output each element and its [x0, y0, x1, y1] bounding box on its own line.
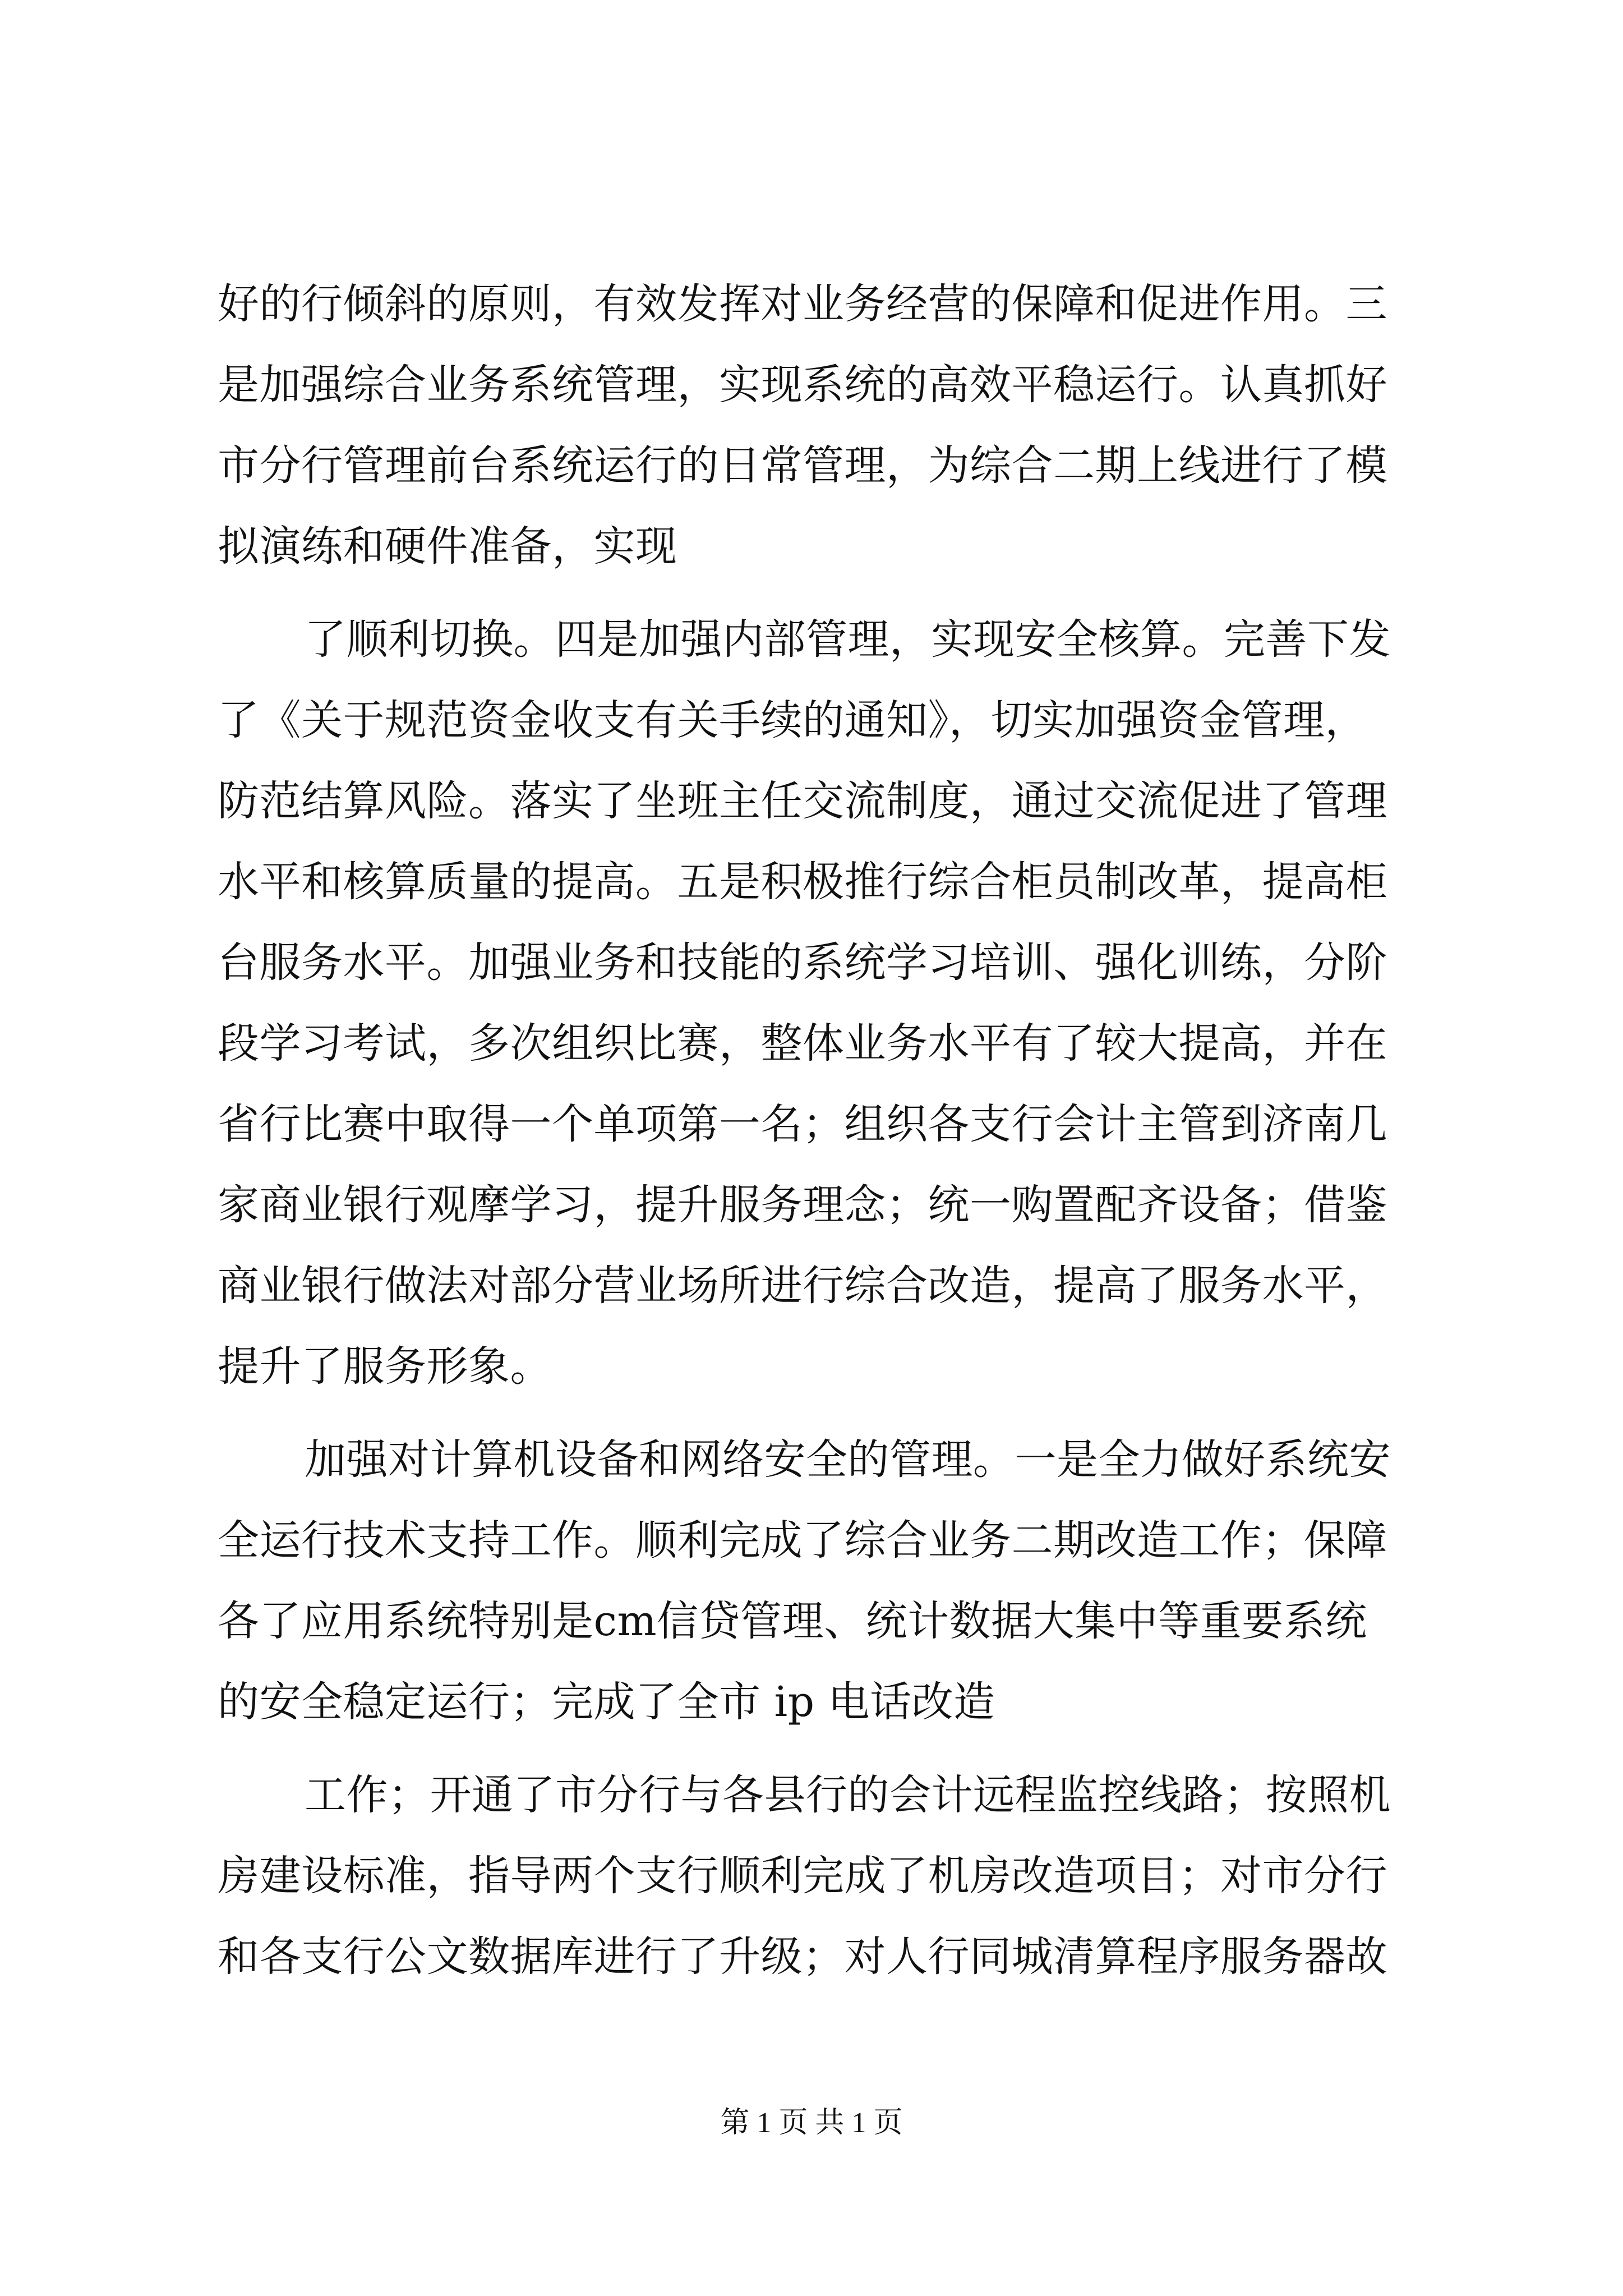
text-line: 市分行管理前台系统运行的日常管理，为综合二期上线进行了模 [218, 441, 1387, 490]
text-line: 台服务水平。加强业务和技能的系统学习培训、强化训练，分阶 [218, 938, 1387, 987]
page-footer [0, 2101, 1623, 2146]
text-line: 了《关于规范资金收支有关手续的通知》，切实加强资金管理， [218, 696, 1367, 744]
text-line: 省行比赛中取得一个单项第一名；组织各支行会计主管到济南几 [218, 1100, 1387, 1148]
text-line: 和各支行公文数据库进行了升级；对人行同城清算程序服务器故 [218, 1932, 1387, 1981]
paragraph-2 [218, 599, 1435, 1407]
paragraph-4 [218, 1755, 1435, 1997]
text-line: 各了应用系统特别是cm信贷管理、统计数据大集中等重要系统 [218, 1597, 1367, 1645]
text-line: 全运行技术支持工作。顺利完成了综合业务二期改造工作；保障 [218, 1516, 1387, 1565]
text-line: 是加强综合业务系统管理，实现系统的高效平稳运行。认真抓好 [218, 361, 1387, 409]
text-line: 加强对计算机设备和网络安全的管理。一是全力做好系统安 [305, 1435, 1391, 1484]
paragraph-1 [218, 264, 1435, 587]
text-line: 拟演练和硬件准备，实现 [218, 522, 677, 570]
text-line: 提升了服务形象。 [218, 1342, 552, 1391]
text-line: 商业银行做法对部分营业场所进行综合改造，提高了服务水平， [218, 1262, 1387, 1310]
text-line: 工作；开通了市分行与各县行的会计远程监控线路；按照机 [305, 1771, 1391, 1819]
text-line: 了顺利切换。四是加强内部管理，实现安全核算。完善下发 [305, 615, 1391, 664]
text-line: 房建设标准，指导两个支行顺利完成了机房改造项目；对市分行 [218, 1852, 1387, 1900]
text-line: 好的行倾斜的原则，有效发挥对业务经营的保障和促进作用。三 [218, 280, 1387, 328]
text-line: 的安全稳定运行；完成了全市 ip 电话改造 [218, 1678, 995, 1726]
text-line: 防范结算风险。落实了坐班主任交流制度，通过交流促进了管理 [218, 777, 1387, 825]
page-number-label: 第 1 页 共 1 页 [720, 2107, 903, 2139]
text-line: 水平和核算质量的提高。五是积极推行综合柜员制改革，提高柜 [218, 858, 1387, 906]
body-text [218, 264, 1435, 1997]
text-line: 家商业银行观摩学习，提升服务理念；统一购置配齐设备；借鉴 [218, 1181, 1387, 1229]
text-line: 段学习考试，多次组织比赛，整体业务水平有了较大提高，并在 [218, 1019, 1387, 1068]
paragraph-3 [218, 1419, 1435, 1742]
